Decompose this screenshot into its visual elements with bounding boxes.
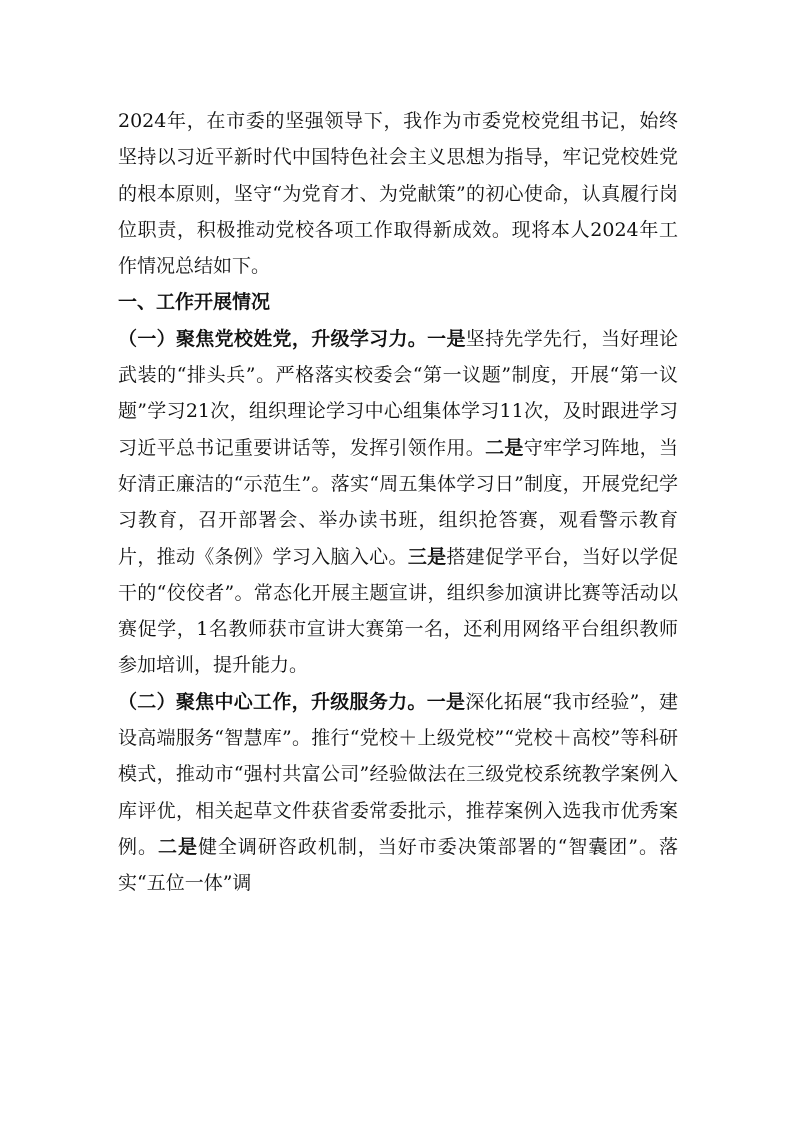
point-5-lead: 二是 — [157, 835, 198, 858]
point-4-lead: 一是 — [426, 690, 466, 713]
point-1-lead: 一是 — [427, 327, 466, 350]
point-5-text: 健全调研咨政机制，当好市委决策部署的“智囊团”。落实“五位一体”调 — [118, 835, 678, 895]
intro-paragraph: 2024年，在市委的坚强领导下，我作为市委党校党组书记，始终坚持以习近平新时代中国特色社会主义思想为指导，牢记党校姓党的根本原则，坚守“为党育才、为党献策”的初心使命，认真履行岗位职责，积极推动党校各项工作取得新成效。现将本人2024年工作情况总结如下。 — [118, 110, 678, 278]
section-title: 一、工作开展情况 — [118, 291, 271, 314]
point-3-lead: 三是 — [407, 545, 447, 568]
subsection-1-paragraph — [118, 321, 678, 684]
point-4-text: 深化拓展“我市经验”，建设高端服务“智慧库”。推行“党校＋上级党校”“党校＋高校”等科研模式，推动市“强村共富公司”经验做法在三级党校系统教学案例入库评优，相关起草文件获省委常委批示，推荐案例入选我市优秀案例。 — [118, 690, 678, 858]
point-1-text: 坚持先学先行，当好理论武装的“排头兵”。严格落实校委会“第一议题”制度，开展“第一议题”学习21次，组织理论学习中心组集体学习11次，及时跟进学习习近平总书记重要讲话等，发挥引领作用。 — [118, 327, 678, 459]
document-page — [118, 103, 678, 902]
subsection-2-paragraph — [118, 684, 678, 902]
subsection-2-heading: （二）聚焦中心工作，升级服务力。 — [118, 690, 427, 713]
subsection-1-heading: （一）聚焦党校姓党，升级学习力。 — [118, 327, 428, 350]
point-2-lead: 二是 — [485, 436, 524, 459]
point-2-text: 守牢学习阵地，当好清正廉洁的“示范生”。落实“周五集体学习日”制度，开展党纪学习教育，召开部署会、举办读书班，组织抢答赛，观看警示教育片，推动《条例》学习入脑入心。 — [118, 436, 678, 568]
point-3-text: 搭建促学平台，当好以学促干的“佼佼者”。常态化开展主题宣讲，组织参加演讲比赛等活动以赛促学，1名教师获市宣讲大赛第一名，还利用网络平台组织教师参加培训，提升能力。 — [118, 545, 678, 677]
